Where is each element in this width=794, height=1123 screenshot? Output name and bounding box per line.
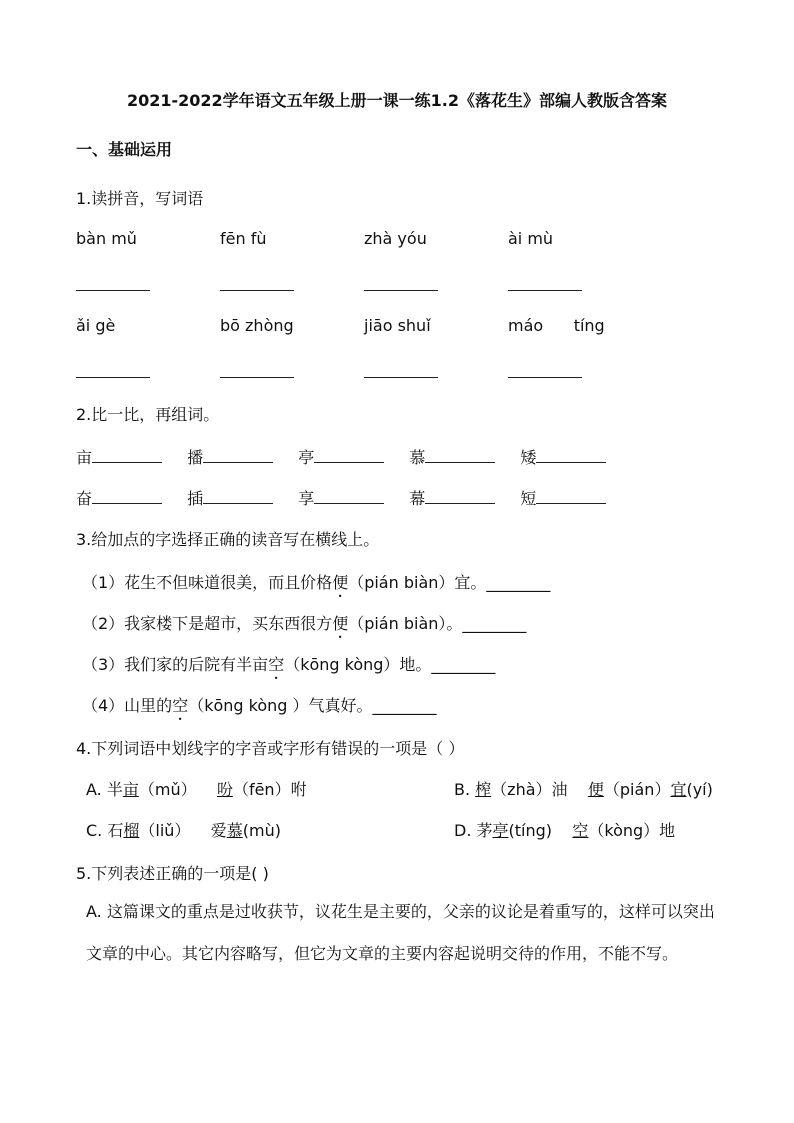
text: C. 石 bbox=[86, 821, 124, 840]
text: （kòng）地 bbox=[588, 821, 676, 840]
sub-question bbox=[82, 611, 526, 642]
text: B. bbox=[454, 780, 476, 799]
answer-blank[interactable] bbox=[203, 448, 273, 463]
question-2-title: 2.比一比，再组词。 bbox=[76, 405, 220, 424]
pinyin: zhà yóu bbox=[364, 229, 427, 248]
pinyin: bàn mǔ bbox=[76, 229, 137, 248]
option-c[interactable] bbox=[86, 818, 281, 841]
option-b[interactable] bbox=[454, 777, 713, 800]
text: （kōng kòng ）气真好。________ bbox=[188, 696, 437, 715]
answer-blank[interactable] bbox=[203, 489, 273, 504]
dotted-char: 便 bbox=[332, 573, 349, 592]
answer-line[interactable] bbox=[220, 290, 294, 291]
char: 亭 bbox=[298, 448, 315, 467]
text: （pián biàn）宜。________ bbox=[348, 573, 551, 592]
sub-question bbox=[82, 570, 550, 601]
char: 短 bbox=[520, 489, 537, 508]
char: 奋 bbox=[76, 489, 93, 508]
option-d[interactable] bbox=[454, 818, 675, 841]
char: 插 bbox=[187, 489, 204, 508]
answer-blank[interactable] bbox=[425, 448, 495, 463]
pinyin: bō zhòng bbox=[220, 316, 294, 335]
section-heading: 一、基础运用 bbox=[76, 140, 173, 159]
compare-row-1 bbox=[76, 445, 626, 468]
answer-blank[interactable] bbox=[92, 489, 162, 504]
answer-line[interactable] bbox=[508, 377, 582, 378]
text: (tíng) bbox=[508, 821, 573, 840]
sub-question bbox=[82, 693, 437, 724]
question-1-title: 1.读拼音，写词语 bbox=[76, 189, 204, 208]
answer-blank[interactable] bbox=[536, 489, 606, 504]
underlined-char: 亩 bbox=[122, 780, 139, 799]
answer-line[interactable] bbox=[76, 377, 150, 378]
text: （kōng kòng）地。________ bbox=[284, 655, 496, 674]
text: （zhà）油 bbox=[491, 780, 588, 799]
answer-line[interactable] bbox=[364, 290, 438, 291]
text: （2）我家楼下是超市，买东西很方 bbox=[82, 614, 333, 633]
underlined-char: 慕 bbox=[226, 821, 243, 840]
underlined-char: 榴 bbox=[123, 821, 140, 840]
underlined-char: 便 bbox=[587, 780, 604, 799]
text: (yí) bbox=[686, 780, 713, 799]
question-4-title: 4.下列词语中划线字的字音或字形有错误的一项是（ ） bbox=[76, 739, 465, 758]
underlined-char: 亭 bbox=[492, 821, 509, 840]
underlined-char: 榨 bbox=[475, 780, 492, 799]
option-a[interactable] bbox=[86, 777, 307, 800]
text: （pián） bbox=[603, 780, 671, 799]
dotted-char: 空 bbox=[172, 696, 189, 715]
char: 幕 bbox=[409, 489, 426, 508]
sub-question bbox=[82, 652, 495, 683]
text: （liǔ） 爱 bbox=[139, 821, 227, 840]
text: D. 茅 bbox=[454, 821, 493, 840]
pinyin: ǎi gè bbox=[76, 316, 116, 335]
pinyin: jiāo shuǐ bbox=[364, 316, 431, 335]
underlined-char: 吩 bbox=[216, 780, 233, 799]
answer-line[interactable] bbox=[364, 377, 438, 378]
answer-blank[interactable] bbox=[536, 448, 606, 463]
text: （4）山里的 bbox=[82, 696, 173, 715]
answer-blank[interactable] bbox=[314, 448, 384, 463]
answer-blank[interactable] bbox=[425, 489, 495, 504]
char: 享 bbox=[298, 489, 315, 508]
char: 播 bbox=[187, 448, 204, 467]
answer-blank[interactable] bbox=[92, 448, 162, 463]
pinyin: máo tíng bbox=[508, 316, 605, 335]
answer-blank[interactable] bbox=[314, 489, 384, 504]
text: （pián biàn）。________ bbox=[348, 614, 527, 633]
char: 亩 bbox=[76, 448, 93, 467]
text: A. 半 bbox=[86, 780, 123, 799]
text: （3）我们家的后院有半亩 bbox=[82, 655, 269, 674]
answer-line[interactable] bbox=[220, 377, 294, 378]
text: （mǔ） bbox=[138, 780, 217, 799]
answer-line[interactable] bbox=[508, 290, 582, 291]
char: 慕 bbox=[409, 448, 426, 467]
dotted-char: 空 bbox=[268, 655, 285, 674]
pinyin: fēn fù bbox=[220, 229, 267, 248]
page-title: 2021-2022学年语文五年级上册一课一练1.2《落花生》部编人教版含答案 bbox=[126, 91, 668, 110]
pinyin: ài mù bbox=[508, 229, 554, 248]
question-3-title: 3.给加点的字选择正确的读音写在横线上。 bbox=[76, 530, 380, 549]
question-5-title: 5.下列表述正确的一项是( ) bbox=[76, 864, 269, 883]
answer-line[interactable] bbox=[76, 290, 150, 291]
compare-row-2 bbox=[76, 486, 626, 509]
option-a-paragraph[interactable]: A. 这篇课文的重点是过收获节，议花生是主要的，父亲的议论是着重写的，这样可以突出文章的中心。其它内容略写，但它为文章的主要内容起说明交待的作用，不能不写。 bbox=[86, 902, 715, 963]
text: （1）花生不但味道很美，而且价格 bbox=[82, 573, 333, 592]
underlined-char: 宜 bbox=[670, 780, 687, 799]
dotted-char: 便 bbox=[332, 614, 349, 633]
underlined-char: 空 bbox=[572, 821, 589, 840]
text: (mù) bbox=[242, 821, 281, 840]
text: （fēn）咐 bbox=[232, 780, 307, 799]
char: 矮 bbox=[520, 448, 537, 467]
